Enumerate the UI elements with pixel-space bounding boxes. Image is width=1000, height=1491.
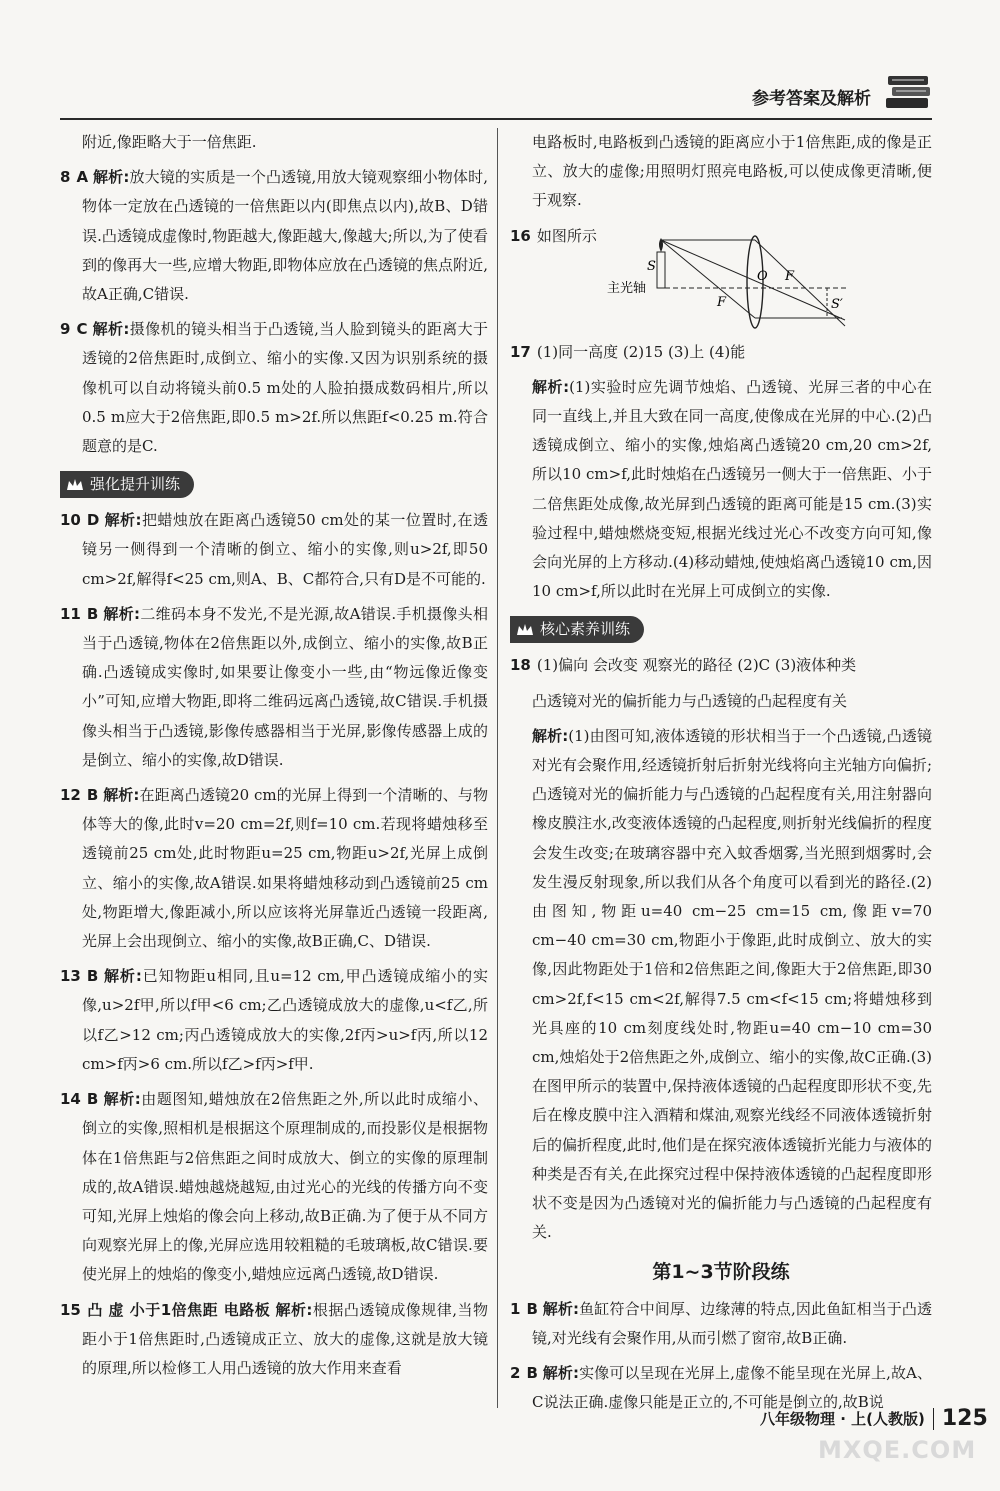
books-stack-icon: [884, 72, 934, 116]
analysis-label: 解析:: [104, 967, 142, 986]
answer-choice: B: [526, 1364, 538, 1383]
analysis-text: 二维码本身不发光,不是光源,故A错误.手机摄像头相当于凸透镜,物体在2倍焦距以外,成倒立、缩小的实像,故B正确.凸透镜成实像时,如果要让像变小一些,由“物远像近像变小”可知,应增大物距,即将二维码远离凸透镜,故C错误.手机摄像头相当于凸透镜,影像传感器相当于光屏,影像传感器上成的是倒立、缩小的实像,故D错误.: [82, 604, 488, 769]
label-s-prime: S′: [830, 296, 843, 312]
analysis-text: 在距离凸透镜20 cm的光屏上得到一个清晰的、与物体等大的像,此时v=20 cm=2f,则f=10 cm.若现将蜡烛移至透镜前25 cm处,此时物距u=25 cm,物距u>2f,光屏上成倒立、缩小的实像,故A错误.如果将蜡烛移动到凸透镜前25 cm处,物距增大,像距减小,所以应该将光屏靠近凸透镜一段距离,光屏上会出现倒立、缩小的实像,故B正确,C、D错误.: [82, 786, 489, 951]
analysis-label: 解析:: [542, 1299, 580, 1318]
analysis-label: 解析:: [104, 511, 142, 530]
answer-choice: C: [76, 320, 88, 339]
question-number: 15: [60, 1300, 81, 1319]
question-number: 11: [60, 604, 81, 623]
section-title: 强化提升训练: [90, 475, 181, 494]
question-number: 13: [60, 967, 81, 986]
header-rule: [60, 118, 932, 120]
candle-shape: [657, 252, 665, 288]
answer-choice: B: [86, 604, 99, 623]
answer-18-analysis: [510, 722, 932, 1248]
question-number: 17: [510, 342, 531, 361]
analysis-label: 解析:: [542, 1364, 579, 1383]
answer-12: [60, 781, 488, 956]
section-title: 核心素养训练: [540, 620, 631, 639]
answer-16-label: [510, 222, 597, 251]
answer-choice: B: [526, 1299, 538, 1318]
label-o: O: [756, 268, 768, 284]
stage-answer-1: [510, 1295, 932, 1353]
right-column: [510, 128, 932, 1424]
question-number: 10: [60, 511, 81, 530]
analysis-label: 解析:: [103, 604, 141, 623]
analysis-text: 实像可以呈现在光屏上,虚像不能呈现在光屏上,故A、C说法正确.虚像只能是正立的,不可能是倒立的,故B说: [532, 1364, 932, 1412]
label-f-left: F: [716, 294, 726, 310]
question-number: 8: [60, 168, 71, 187]
section-badge-core: [510, 616, 644, 643]
analysis-text: 放大镜的实质是一个凸透镜,用放大镜观察细小物体时,物体一定放在凸透镜的一倍焦距以内(即焦点以内),故B、D错误.凸透镜成虚像时,物距越大,像距越大,像越大;所以,为了使看到的像再大一些,应增大物距,即物体应放在凸透镜的焦点附近,故A正确,C错误.: [82, 168, 488, 304]
analysis-label: 解析:: [275, 1300, 313, 1319]
answer-choice: (1)同一高度 (2)15 (3)上 (4)能: [536, 342, 746, 361]
answer-18-line2: 凸透镜对光的偏折能力与凸透镜的凸起程度有关: [532, 691, 848, 710]
answer-14: [60, 1085, 488, 1289]
answer-15-continued: 电路板时,电路板到凸透镜的距离应小于1倍焦距,成的像是正立、放大的虚像;用照明灯照亮电路板,可以使成像更清晰,便于观察.: [532, 133, 932, 210]
answer-9: [60, 315, 488, 461]
left-column: [60, 128, 488, 1389]
answer-8: [60, 163, 488, 309]
answer-15: [60, 1296, 488, 1384]
analysis-text: (1)实验时应先调节烛焰、凸透镜、光屏三者的中心在同一直线上,并且大致在同一高度,使像成在光屏的中心.(2)凸透镜成倒立、缩小的实像,烛焰离凸透镜20 cm,20 cm>2f,所以10 cm>f,此时烛焰在凸透镜另一侧大于一倍焦距、小于二倍焦距处成像,故光屏到凸透镜的距离可能是15 cm.(3)实验过程中,蜡烛燃烧变短,根据光线过光心不改变方向可知,像会向光屏的上方移动.(4)移动蜡烛,使烛焰离凸透镜10 cm,因10 cm>f,所以此时在光屏上可成倒立的实像.: [532, 377, 932, 601]
answer-choice: A: [76, 168, 89, 187]
answer-choice: 凸 虚 小于1倍焦距 电路板: [86, 1300, 271, 1319]
page-number: 125: [941, 1406, 988, 1431]
crown-icon: [66, 477, 84, 493]
answer-11: [60, 600, 488, 775]
header-title: 参考答案及解析: [752, 89, 871, 109]
question-number: 18: [510, 656, 531, 675]
question-number: 14: [60, 1090, 81, 1109]
answer-choice: B: [86, 967, 99, 986]
analysis-text: 根据凸透镜成像规律,当物距小于1倍焦距时,凸透镜成正立、放大的虚像,这就是放大镜的原理,所以检修工人用凸透镜的放大作用来查看: [82, 1300, 488, 1377]
answer-choice: B: [86, 786, 99, 805]
answer-18: [510, 651, 932, 680]
analysis-label: 解析:: [92, 320, 130, 339]
answer-10: [60, 506, 488, 594]
analysis-text: 鱼缸符合中间厚、边缘薄的特点,因此鱼缸相当于凸透镜,对光线有会聚作用,从而引燃了窗帘,故B正确.: [532, 1299, 932, 1347]
ray-refracted: [755, 240, 845, 326]
book-name: 八年级物理 · 上(人教版): [760, 1410, 925, 1428]
section-badge-reinforce: [60, 471, 194, 498]
column-divider: [497, 128, 498, 1408]
page-footer: [760, 1406, 988, 1431]
analysis-label: 解析:: [103, 786, 140, 805]
ray-diagram-svg: [607, 222, 857, 332]
analysis-label: 解析:: [103, 1090, 141, 1109]
label-principal-axis: 主光轴: [606, 280, 646, 296]
stage-practice-title: 第1~3节阶段练: [652, 1260, 790, 1283]
site-watermark: MXQE.COM: [818, 1436, 977, 1464]
intro-text: 附近,像距略大于一倍焦距.: [82, 133, 257, 151]
analysis-label: 解析:: [532, 377, 570, 396]
footer-separator: [933, 1408, 934, 1430]
answer-17-analysis: [510, 373, 932, 607]
crown-icon: [516, 622, 534, 638]
answer-choice: B: [86, 1090, 99, 1109]
question-number: 9: [60, 320, 71, 339]
answer-choice: D: [86, 511, 100, 530]
analysis-text: 把蜡烛放在距离凸透镜50 cm处的某一位置时,在透镜另一侧得到一个清晰的倒立、缩小的实像,则u>2f,即50 cm>2f,解得f<25 cm,则A、B、C都符合,只有D是不可能的.: [82, 511, 488, 588]
analysis-text: (1)由图可知,液体透镜的形状相当于一个凸透镜,凸透镜对光有会聚作用,经透镜折射后折射光线将向主光轴方向偏折;凸透镜对光的偏折能力与凸透镜的凸起程度有关,用注射器向橡皮膜注水,改变液体透镜的凸起程度,则折射光线偏折的程度会发生改变;在玻璃容器中充入蚊香烟雾,当光照到烟雾时,会发生漫反射现象,所以我们从各个角度可以看到光的路径.(2)由图知,物距u=40 cm−25 cm=15 cm,像距v=70 cm−40 cm=30 cm,物距小于像距,此时成倒立、放大的实像,因此物距处于1倍和2倍焦距之间,像距大于2倍焦距,即30 cm>2f,f<15 cm<2f,解得7.5 cm<f<15 cm;将蜡烛移到光具座的10 cm刻度线处时,物距u=40 cm−10 cm=30 cm,烛焰处于2倍焦距之外,成倒立、缩小的实像,故C正确.(3)在图甲所示的装置中,保持液体透镜的凸起程度即形状不变,先后在橡皮膜中注入酒精和煤油,观察光线经不同液体透镜折射后的偏折程度,此时,他们是在探究液体透镜折光能力与液体的种类是否有关,在此探究过程中保持液体透镜的凸起程度即形状不变是因为凸透镜对光的偏折能力与凸透镜的凸起程度有关.: [532, 726, 932, 1242]
label-f-right: F: [784, 268, 794, 284]
question-number: 2: [510, 1364, 521, 1383]
label-s: S: [646, 258, 656, 274]
analysis-text: 摄像机的镜头相当于凸透镜,当人脸到镜头的距离大于透镜的2倍焦距时,成倒立、缩小的实像.又因为识别系统的摄像机可以自动将镜头前0.5 m处的人脸拍摄成数码相片,所以0.5 m应大于2倍焦距,即0.5 m>2f.所以焦距f<0.25 m.符合题意的是C.: [82, 320, 488, 456]
question-number: 16: [510, 226, 531, 245]
question-number: 1: [510, 1299, 521, 1318]
analysis-text: 已知物距u相同,且u=12 cm,甲凸透镜成缩小的实像,u>2f甲,所以f甲<6 cm;乙凸透镜成放大的虚像,u<f乙,所以f乙>12 cm;丙凸透镜成放大的实像,2f丙>u>f丙,所以12 cm>f丙>6 cm.所以f乙>f丙>f甲.: [82, 967, 488, 1073]
answer-text: 如图所示: [536, 226, 597, 245]
answer-17: [510, 338, 932, 367]
analysis-label: 解析:: [92, 168, 130, 187]
lens-ray-diagram: [607, 222, 857, 332]
ray-through-focus: [661, 240, 755, 318]
ray-through-center: [661, 240, 845, 320]
answer-choice: (1)偏向 会改变 观察光的路径 (2)C (3)液体种类: [536, 656, 857, 675]
question-number: 12: [60, 786, 81, 805]
answer-16: [510, 222, 932, 332]
analysis-label: 解析:: [532, 726, 569, 745]
analysis-text: 由题图知,蜡烛放在2倍焦距之外,所以此时成缩小、倒立的实像,照相机是根据这个原理制成的,而投影仪是根据物体在1倍焦距与2倍焦距之间时成放大、倒立的实像的原理制成的,故A错误.蜡烛越烧越短,由过光心的光线的传播方向不变可知,光屏上烛焰的像会向上移动,故B正确.为了便于从不同方向观察光屏上的像,光屏应选用较粗糙的毛玻璃板,故C错误.要使光屏上的烛焰的像变小,蜡烛应远离凸透镜,故D错误.: [82, 1090, 488, 1284]
answer-13: [60, 962, 488, 1079]
